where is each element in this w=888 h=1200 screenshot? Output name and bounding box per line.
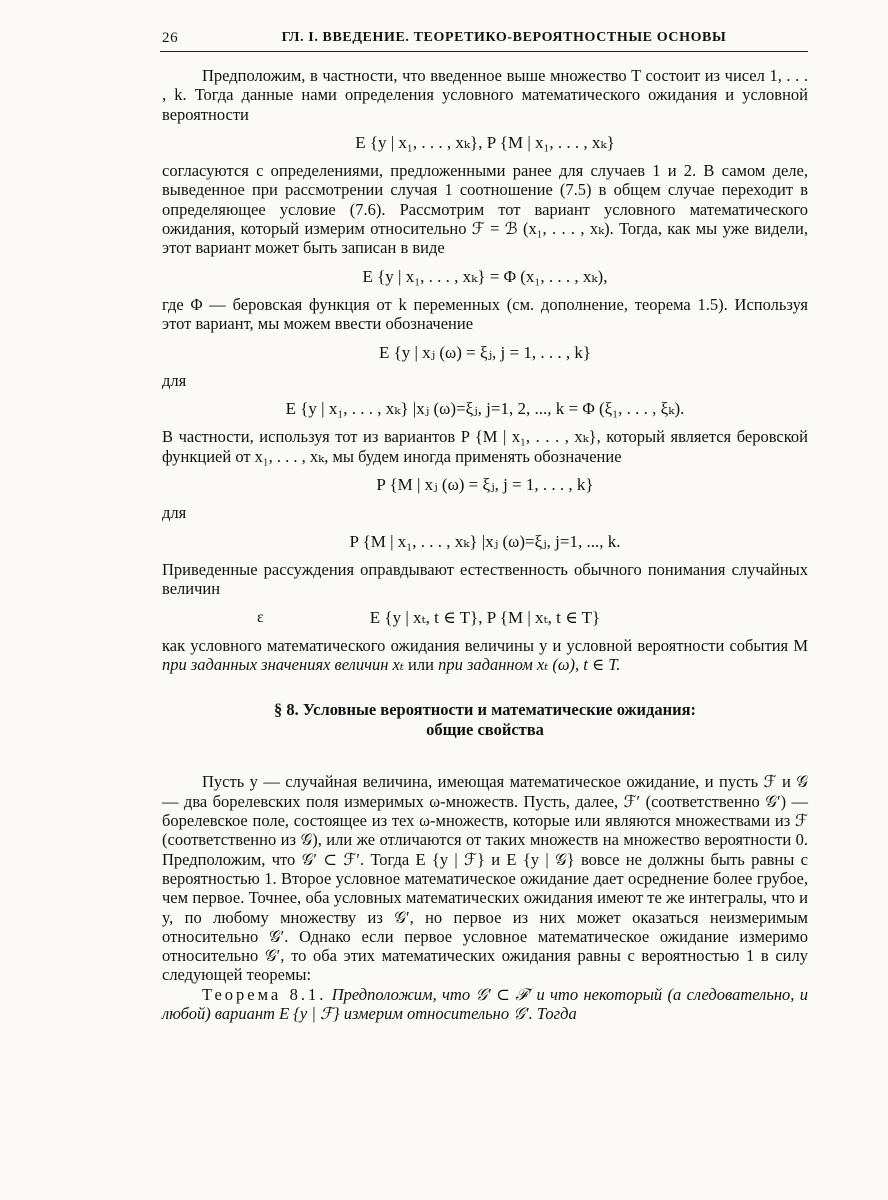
paragraph-7: Пусть y — случайная величина, имеющая математическое ожидание, и пусть ℱ и 𝒢 — два борелевских поля измеримых ω-множеств. Пусть, далее, ℱ′ (соответственно 𝒢′) — борелевское поле, состоящее из тех ω-множеств, которые или являются множествами из ℱ (соответственно из 𝒢), или же отличаются от таких множеств на множество вероятности 0. Предположим, что 𝒢′ ⊂ ℱ′. Тогда E {y | ℱ} и E {y | 𝒢} вовсе не должны быть равны с вероятностью 1. Второе условное математическое ожидание дает осреднение более грубое, чем первое. Точнее, оба условных математических ожидания имеют те же интегралы, что и y, по любому множеству из 𝒢′, но первое из них может оказаться неизмеримым относительно 𝒢′. Однако если первое условное математическое ожидание измеримо относительно 𝒢′, то оба этих математических ожидания равны с вероятностью 1 в силу следующей теоремы: <box>162 772 808 985</box>
paragraph-3: где Φ — беровская функция от k переменных (см. дополнение, теорема 1.5). Используя этот вариант, мы можем ввести обозначение <box>162 294 808 334</box>
section-heading-line-2: общие свойства <box>426 720 544 740</box>
paragraph-6-b: при заданных значениях величин xₜ <box>162 655 404 675</box>
formula-3: E {y | xⱼ (ω) = ξⱼ, j = 1, . . . , k} <box>378 342 592 362</box>
section-heading <box>162 700 808 740</box>
formula-7-text: E {y | xₜ, t ∈ T}, P {M | xₜ, t ∈ T} <box>369 607 601 627</box>
formula-1: E {y | x₁, . . . , xₖ}, P {M | x₁, . . . , xₖ} <box>355 132 615 152</box>
running-header <box>160 30 808 52</box>
paragraph-1: Предположим, в частности, что введенное выше множество T состоит из чисел 1, . . . , k. Тогда данные нами определения условного математического ожидания и условной вероятности <box>162 66 808 124</box>
formula-5: P {M | xⱼ (ω) = ξⱼ, j = 1, . . . , k} <box>376 475 594 495</box>
theorem-paragraph <box>162 985 808 1024</box>
theorem-text: Предположим, что 𝒢′ ⊂ ℱ′ и что некоторый (а следовательно, и любой) вариант E {y | ℱ} измерим относительно 𝒢′. Тогда <box>162 984 809 1023</box>
formula-6: P {M | x₁, . . . , xₖ} |xⱼ (ω)=ξⱼ, j=1, ..., k. <box>349 531 621 551</box>
formula-4: E {y | x₁, . . . , xₖ} |xⱼ (ω)=ξⱼ, j=1, 2, ..., k = Φ (ξ₁, . . . , ξₖ). <box>285 399 685 419</box>
paragraph-6-a: как условного математического ожидания величины y и условной вероятности события M <box>162 635 808 655</box>
page-body <box>162 66 808 1023</box>
word-dlya-1: для <box>162 370 187 390</box>
paragraph-6-d: при заданном xₜ (ω), t ∈ T. <box>438 655 621 675</box>
paragraph-5: Приведенные рассуждения оправдывают естественность обычного понимания случайных величин <box>162 559 808 599</box>
formula-2: E {y | x₁, . . . , xₖ} = Φ (x₁, . . . , xₖ), <box>362 266 608 286</box>
section-heading-line-1: § 8. Условные вероятности и математические ожидания: <box>273 700 697 720</box>
chapter-title: ГЛ. I. ВВЕДЕНИЕ. ТЕОРЕТИКО-ВЕРОЯТНОСТНЫЕ ОСНОВЫ <box>281 30 727 45</box>
paragraph-6 <box>162 636 808 675</box>
paragraph-2: согласуются с определениями, предложенными ранее для случаев 1 и 2. В самом деле, выведенное при рассмотрении случая 1 соотношение (7.5) в общем случае переходит в определяющее условие (7.6). Рассмотрим тот вариант условного математического ожидания, который измерим относительно ℱ = ℬ (x₁, . . . , xₖ). Тогда, как мы уже видели, этот вариант может быть записан в виде <box>162 161 808 258</box>
word-dlya-2: для <box>162 503 187 523</box>
paragraph-6-c: или <box>403 655 439 675</box>
page-number: 26 <box>162 30 179 46</box>
theorem-label: Теорема 8.1. <box>202 984 327 1004</box>
margin-mark: ɛ <box>257 608 264 626</box>
paragraph-4: В частности, используя тот из вариантов P {M | x₁, . . . , xₖ}, который является беровской функцией от x₁, . . . , xₖ, мы будем иногда применять обозначение <box>162 427 808 466</box>
formula-7 <box>162 608 808 627</box>
